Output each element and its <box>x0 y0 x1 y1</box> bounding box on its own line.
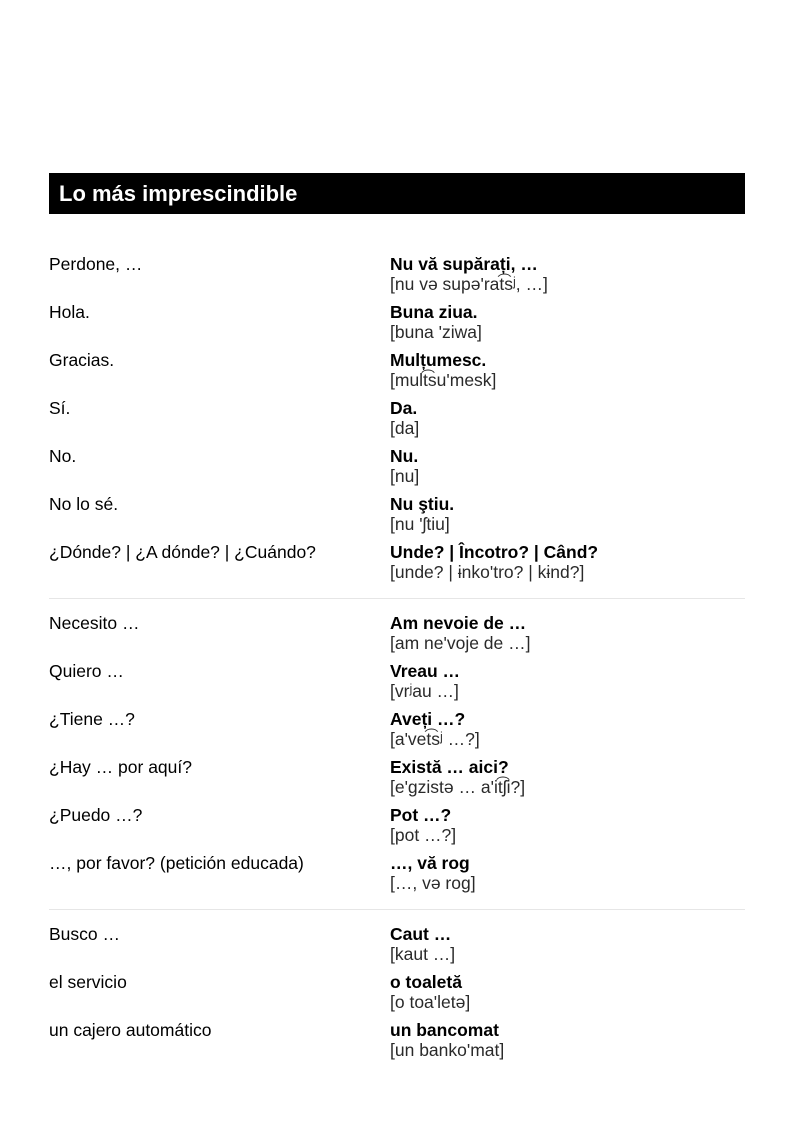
phrase-row <box>49 542 745 582</box>
romanian-phrase: Mulțumesc. <box>390 350 487 370</box>
romanian-translation <box>390 398 745 446</box>
spanish-phrase: Busco … <box>49 924 120 944</box>
romanian-phrase: Buna ziua. <box>390 302 478 322</box>
phrase-row <box>49 254 745 302</box>
spanish-phrase: Gracias. <box>49 350 115 370</box>
romanian-phrase: Da. <box>390 398 418 418</box>
romanian-translation <box>390 613 745 661</box>
spanish-phrase: Necesito … <box>49 613 140 633</box>
pronunciation: [buna 'ziwa] <box>390 322 482 342</box>
phrase-group-basics <box>49 254 745 599</box>
romanian-translation <box>390 446 745 494</box>
romanian-phrase: Pot …? <box>390 805 452 825</box>
romanian-translation <box>390 972 745 1020</box>
phrase-row <box>49 1020 745 1060</box>
spanish-phrase: Quiero … <box>49 661 124 681</box>
romanian-phrase: Caut … <box>390 924 452 944</box>
spanish-phrase: un cajero automático <box>49 1020 212 1040</box>
romanian-translation <box>390 350 745 398</box>
spanish-phrase: No. <box>49 446 77 466</box>
section-header-banner <box>49 173 745 214</box>
romanian-translation <box>390 254 745 302</box>
pronunciation: [nu 'ʃtiu] <box>390 514 450 534</box>
spanish-phrase: ¿Hay … por aquí? <box>49 757 192 777</box>
romanian-phrase: …, vă rog <box>390 853 470 873</box>
phrase-row <box>49 853 745 893</box>
pronunciation: [un banko'mat] <box>390 1040 505 1060</box>
phrase-group-places <box>49 924 745 1076</box>
spanish-phrase: el servicio <box>49 972 127 992</box>
spanish-phrase: Perdone, … <box>49 254 143 274</box>
pronunciation: [o toa'letə] <box>390 992 471 1012</box>
romanian-translation <box>390 757 745 805</box>
romanian-translation <box>390 542 745 582</box>
pronunciation: [e'gzistə … a'it͡ʃi?] <box>390 777 526 797</box>
romanian-translation <box>390 302 745 350</box>
spanish-phrase: ¿Tiene …? <box>49 709 135 729</box>
phrase-group-requests <box>49 613 745 910</box>
pronunciation: [nu və supə'rat͡sʲ, …] <box>390 274 548 294</box>
phrase-row <box>49 446 745 494</box>
phrase-row <box>49 709 745 757</box>
phrase-row <box>49 613 745 661</box>
romanian-translation <box>390 709 745 757</box>
pronunciation: […, və rog] <box>390 873 476 893</box>
romanian-translation <box>390 494 745 542</box>
romanian-phrase: un bancomat <box>390 1020 499 1040</box>
spanish-phrase: ¿Puedo …? <box>49 805 143 825</box>
spanish-phrase: Sí. <box>49 398 71 418</box>
romanian-phrase: Am nevoie de … <box>390 613 527 633</box>
spanish-phrase: …, por favor? (petición educada) <box>49 853 304 873</box>
pronunciation: [vrʲau …] <box>390 681 459 701</box>
spanish-phrase: Hola. <box>49 302 90 322</box>
phrase-list <box>49 254 745 1090</box>
pronunciation: [pot …?] <box>390 825 457 845</box>
romanian-translation <box>390 924 745 972</box>
pronunciation: [kaut …] <box>390 944 456 964</box>
page-title: Lo más imprescindible <box>59 181 298 206</box>
romanian-phrase: Nu. <box>390 446 419 466</box>
romanian-phrase: o toaletă <box>390 972 462 992</box>
romanian-phrase: Vreau … <box>390 661 461 681</box>
pronunciation: [a'vet͡sʲ …?] <box>390 729 480 749</box>
romanian-phrase: Există … aici? <box>390 757 509 777</box>
romanian-phrase: Nu ştiu. <box>390 494 455 514</box>
phrase-row <box>49 757 745 805</box>
romanian-translation <box>390 661 745 709</box>
phrase-row <box>49 350 745 398</box>
spanish-phrase: No lo sé. <box>49 494 119 514</box>
phrase-row <box>49 924 745 972</box>
romanian-phrase: Nu vă supărați, … <box>390 254 538 274</box>
pronunciation: [mult͡su'mesk] <box>390 370 497 390</box>
romanian-translation <box>390 1020 745 1060</box>
romanian-phrase: Aveți …? <box>390 709 466 729</box>
pronunciation: [nu] <box>390 466 420 486</box>
spanish-phrase: ¿Dónde? | ¿A dónde? | ¿Cuándo? <box>49 542 316 562</box>
phrase-row <box>49 972 745 1020</box>
romanian-translation <box>390 853 745 893</box>
pronunciation: [da] <box>390 418 420 438</box>
phrase-row <box>49 494 745 542</box>
phrase-row <box>49 398 745 446</box>
romanian-translation <box>390 805 745 853</box>
phrase-row <box>49 661 745 709</box>
pronunciation: [unde? | ɨnko'tro? | kɨnd?] <box>390 562 585 582</box>
romanian-phrase: Unde? | Încotro? | Când? <box>390 542 599 562</box>
phrase-row <box>49 805 745 853</box>
phrase-row <box>49 302 745 350</box>
pronunciation: [am ne'voje de …] <box>390 633 531 653</box>
